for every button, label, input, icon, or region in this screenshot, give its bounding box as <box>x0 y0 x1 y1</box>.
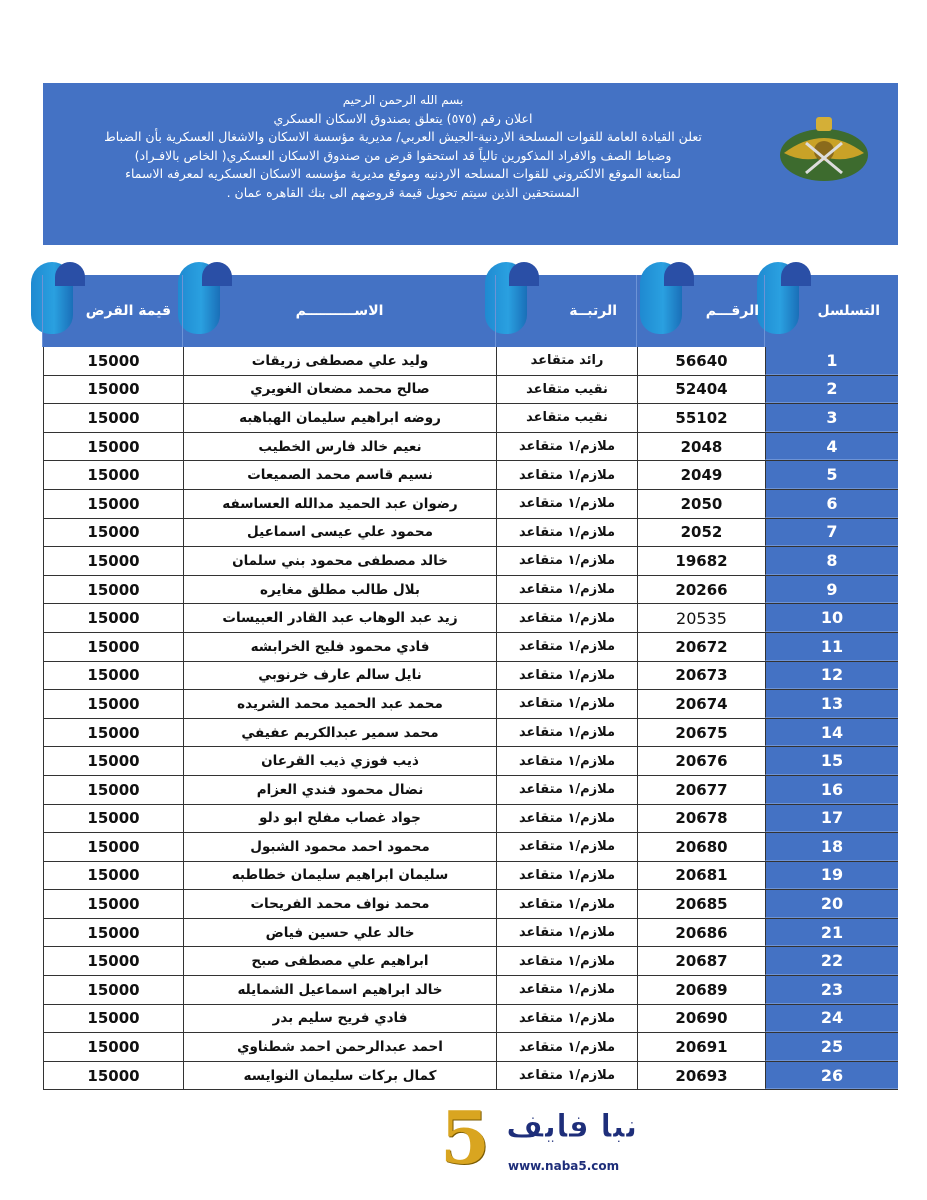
loan-cell: 15000 <box>43 547 183 575</box>
rank-cell: ملازم/١ متقاعد <box>496 833 637 861</box>
announcement-line: تعلن القيادة العامة للقوات المسلحة الاردنية-الجيش العربي/ مديرية مؤسسة الاسكان والاشغال العسكرية بأن الضباط <box>104 129 702 144</box>
seq-cell: 20 <box>765 890 898 918</box>
rank-cell: ملازم/١ متقاعد <box>496 890 637 918</box>
rank-cell: ملازم/١ متقاعد <box>496 776 637 804</box>
table-row <box>43 1062 898 1091</box>
watermark-url: www.naba5.com <box>508 1159 620 1173</box>
rank-cell: ملازم/١ متقاعد <box>496 1033 637 1061</box>
header-rank-label: الرتبــة <box>569 303 617 319</box>
rank-cell: ملازم/١ متقاعد <box>496 519 637 547</box>
table-row <box>43 805 898 834</box>
loan-cell: 15000 <box>43 604 183 632</box>
header-loan <box>42 275 183 347</box>
seq-cell: 13 <box>765 690 898 718</box>
rank-cell: ملازم/١ متقاعد <box>496 461 637 489</box>
announcement-line: المستحقين الذين سيتم تحويل قيمة قروضهم الى بنك القاهره عمان . <box>226 184 580 200</box>
announcement-title: اعلان رقم (٥٧٥) يتعلق بصندوق الاسكان العسكري <box>273 110 533 126</box>
seq-cell: 25 <box>765 1033 898 1061</box>
name-cell: ابراهيم علي مصطفى صبح <box>183 947 496 975</box>
loan-cell: 15000 <box>43 947 183 975</box>
name-cell: وليد علي مصطفى زريقات <box>183 347 496 375</box>
loan-cell: 15000 <box>43 919 183 947</box>
header-loan-label: قيمة القرض <box>85 303 171 319</box>
seq-cell: 9 <box>765 576 898 604</box>
seq-cell: 7 <box>765 519 898 547</box>
header-number <box>636 275 765 347</box>
table-row <box>43 919 898 948</box>
rank-cell: نقيب متقاعد <box>496 376 637 404</box>
basmala: بسم الله الرحمن الرحيم <box>342 93 464 107</box>
rank-cell: ملازم/١ متقاعد <box>496 947 637 975</box>
table-row <box>43 947 898 976</box>
header-rank <box>495 275 637 347</box>
table-row <box>43 604 898 633</box>
rank-cell: ملازم/١ متقاعد <box>496 490 637 518</box>
name-cell: بلال طالب مطلق مغايره <box>183 576 496 604</box>
seq-cell: 16 <box>765 776 898 804</box>
rank-cell: ملازم/١ متقاعد <box>496 919 637 947</box>
rank-cell: ملازم/١ متقاعد <box>496 547 637 575</box>
name-cell: فادي فريح سليم بدر <box>183 1005 496 1033</box>
table-row <box>43 490 898 519</box>
number-cell: 20691 <box>637 1033 765 1061</box>
loan-cell: 15000 <box>43 833 183 861</box>
number-cell: 19682 <box>637 547 765 575</box>
name-cell: محمود علي عيسى اسماعيل <box>183 519 496 547</box>
loan-cell: 15000 <box>43 576 183 604</box>
seq-cell: 1 <box>765 347 898 375</box>
seq-cell: 18 <box>765 833 898 861</box>
rank-cell: رائد متقاعد <box>496 347 637 375</box>
loan-cell: 15000 <box>43 747 183 775</box>
loan-cell: 15000 <box>43 805 183 833</box>
seq-cell: 2 <box>765 376 898 404</box>
table-row <box>43 1033 898 1062</box>
name-cell: محمد سمير عبدالكريم عفيفي <box>183 719 496 747</box>
loan-cell: 15000 <box>43 1033 183 1061</box>
loan-cell: 15000 <box>43 719 183 747</box>
header-seq <box>764 275 898 347</box>
loan-cell: 15000 <box>43 776 183 804</box>
name-cell: محمد عبد الحميد محمد الشريده <box>183 690 496 718</box>
table-row <box>43 461 898 490</box>
number-cell: 2049 <box>637 461 765 489</box>
seq-cell: 19 <box>765 862 898 890</box>
number-cell: 20672 <box>637 633 765 661</box>
loan-cell: 15000 <box>43 890 183 918</box>
name-cell: رضوان عبد الحميد مدالله العساسفه <box>183 490 496 518</box>
name-cell: محمود احمد محمود الشبول <box>183 833 496 861</box>
rank-cell: ملازم/١ متقاعد <box>496 604 637 632</box>
number-cell: 20678 <box>637 805 765 833</box>
name-cell: فادي محمود فليح الخرابشه <box>183 633 496 661</box>
name-cell: روضه ابراهيم سليمان الهباهبه <box>183 404 496 432</box>
watermark-digit: 5 <box>440 1095 491 1180</box>
name-cell: خالد ابراهيم اسماعيل الشمايله <box>183 976 496 1004</box>
announcement-line: لمتابعة الموقع الالكتروني للقوات المسلحه الاردنيه وموقع مديرية مؤسسه الاسكان العسكريه لمعرفه الاسماء <box>125 166 681 181</box>
loan-cell: 15000 <box>43 1005 183 1033</box>
seq-cell: 10 <box>765 604 898 632</box>
header-name <box>182 275 496 347</box>
seq-cell: 11 <box>765 633 898 661</box>
rank-cell: ملازم/١ متقاعد <box>496 1062 637 1090</box>
loan-cell: 15000 <box>43 347 183 375</box>
name-cell: خالد علي حسين فياض <box>183 919 496 947</box>
seq-cell: 6 <box>765 490 898 518</box>
table-row <box>43 547 898 576</box>
rank-cell: نقيب متقاعد <box>496 404 637 432</box>
name-cell: خالد مصطفى محمود بني سلمان <box>183 547 496 575</box>
number-cell: 20676 <box>637 747 765 775</box>
name-cell: محمد نواف محمد الفريحات <box>183 890 496 918</box>
number-cell: 20674 <box>637 690 765 718</box>
number-cell: 55102 <box>637 404 765 432</box>
name-cell: احمد عبدالرحمن احمد شطناوي <box>183 1033 496 1061</box>
name-cell: صالح محمد مضعان الغويري <box>183 376 496 404</box>
rank-cell: ملازم/١ متقاعد <box>496 862 637 890</box>
loan-cell: 15000 <box>43 461 183 489</box>
seq-cell: 23 <box>765 976 898 1004</box>
table-row <box>43 662 898 691</box>
number-cell: 20690 <box>637 1005 765 1033</box>
name-cell: كمال بركات سليمان النوايسه <box>183 1062 496 1090</box>
number-cell: 20693 <box>637 1062 765 1090</box>
seq-cell: 15 <box>765 747 898 775</box>
seq-cell: 5 <box>765 461 898 489</box>
table-row <box>43 347 898 376</box>
announcement-line: وضباط الصف والافراد المذكورين تالياً قد استحقوا قرض من صندوق الاسكان العسكري( الخاص بالافـراد) <box>134 147 672 163</box>
rank-cell: ملازم/١ متقاعد <box>496 976 637 1004</box>
loan-cell: 15000 <box>43 633 183 661</box>
table-row <box>43 719 898 748</box>
table-row <box>43 862 898 891</box>
table-row <box>43 404 898 433</box>
loan-cell: 15000 <box>43 519 183 547</box>
seq-cell: 14 <box>765 719 898 747</box>
number-cell: 20675 <box>637 719 765 747</box>
rank-cell: ملازم/١ متقاعد <box>496 719 637 747</box>
header-seq-label: التسلسل <box>817 303 880 319</box>
table-row <box>43 890 898 919</box>
number-cell: 52404 <box>637 376 765 404</box>
name-cell: سليمان ابراهيم سليمان خطاطبه <box>183 862 496 890</box>
name-cell: نعيم خالد فارس الخطيب <box>183 433 496 461</box>
table-header <box>43 275 898 347</box>
number-cell: 20680 <box>637 833 765 861</box>
table-row <box>43 833 898 862</box>
number-cell: 2050 <box>637 490 765 518</box>
seq-cell: 21 <box>765 919 898 947</box>
loan-cell: 15000 <box>43 376 183 404</box>
seq-cell: 12 <box>765 662 898 690</box>
number-cell: 2048 <box>637 433 765 461</box>
number-cell: 2052 <box>637 519 765 547</box>
announcement-text <box>43 91 763 202</box>
loan-cell: 15000 <box>43 490 183 518</box>
table-row <box>43 747 898 776</box>
loan-cell: 15000 <box>43 433 183 461</box>
table-row <box>43 633 898 662</box>
name-cell: زيد عبد الوهاب عبد القادر العبيسات <box>183 604 496 632</box>
number-cell: 20689 <box>637 976 765 1004</box>
table-row <box>43 433 898 462</box>
name-cell: نسيم قاسم محمد الصميعات <box>183 461 496 489</box>
seq-cell: 24 <box>765 1005 898 1033</box>
number-cell: 20673 <box>637 662 765 690</box>
loan-cell: 15000 <box>43 662 183 690</box>
header-name-label: الاســــــــــم <box>295 303 384 319</box>
army-emblem-icon <box>776 113 872 183</box>
table-row <box>43 576 898 605</box>
loan-cell: 15000 <box>43 1062 183 1090</box>
rank-cell: ملازم/١ متقاعد <box>496 1005 637 1033</box>
table-row <box>43 690 898 719</box>
loan-cell: 15000 <box>43 690 183 718</box>
rank-cell: ملازم/١ متقاعد <box>496 662 637 690</box>
name-cell: ذيب فوزي ذيب القرعان <box>183 747 496 775</box>
header-number-label: الرقـــم <box>705 303 759 319</box>
table-row <box>43 519 898 548</box>
name-cell: جواد غصاب مفلح ابو دلو <box>183 805 496 833</box>
seq-cell: 22 <box>765 947 898 975</box>
table-row <box>43 776 898 805</box>
rank-cell: ملازم/١ متقاعد <box>496 633 637 661</box>
seq-cell: 4 <box>765 433 898 461</box>
rank-cell: ملازم/١ متقاعد <box>496 690 637 718</box>
number-cell: 20686 <box>637 919 765 947</box>
rank-cell: ملازم/١ متقاعد <box>496 747 637 775</box>
loan-cell: 15000 <box>43 976 183 1004</box>
seq-cell: 3 <box>765 404 898 432</box>
table-row <box>43 376 898 405</box>
table-row <box>43 1005 898 1034</box>
number-cell: 20677 <box>637 776 765 804</box>
name-cell: نضال محمود فندي العزام <box>183 776 496 804</box>
number-cell: 56640 <box>637 347 765 375</box>
rank-cell: ملازم/١ متقاعد <box>496 576 637 604</box>
table-row <box>43 976 898 1005</box>
number-cell: 20687 <box>637 947 765 975</box>
number-cell: 20681 <box>637 862 765 890</box>
seq-cell: 26 <box>765 1062 898 1090</box>
seq-cell: 8 <box>765 547 898 575</box>
name-cell: نايل سالم عارف خرنوبي <box>183 662 496 690</box>
rank-cell: ملازم/١ متقاعد <box>496 805 637 833</box>
rank-cell: ملازم/١ متقاعد <box>496 433 637 461</box>
announcement-banner <box>43 83 898 245</box>
watermark-logo <box>440 1095 680 1187</box>
watermark-arabic: نبا فايف <box>506 1107 638 1145</box>
loan-cell: 15000 <box>43 862 183 890</box>
number-cell: 20535 <box>637 604 765 632</box>
number-cell: 20266 <box>637 576 765 604</box>
seq-cell: 17 <box>765 805 898 833</box>
loan-table-body <box>43 347 898 1090</box>
loan-cell: 15000 <box>43 404 183 432</box>
number-cell: 20685 <box>637 890 765 918</box>
